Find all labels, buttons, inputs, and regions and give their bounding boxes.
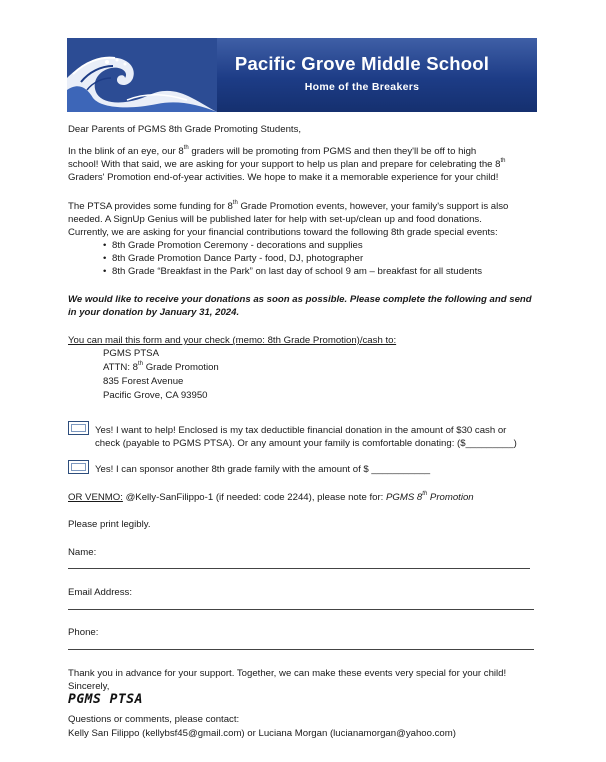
para1-line1-sup: th [183,144,189,151]
name-label: Name: [68,547,97,558]
mail-heading: You can mail this form and your check (memo: 8th Grade Promotion)/cash to: [68,335,397,346]
bullet-icon: • [103,266,107,277]
para2-line2: needed. A SignUp Genius will be published later for help with set-up/clean up and food donations. [68,214,482,225]
venmo-text: @Kelly-SanFilippo-1 (if needed: code 2244), please note for: [122,492,386,503]
banner-title: Pacific Grove Middle School [234,53,490,74]
para1-line2-a: school! With that said, we are asking for your support to help us plan and prepare for celebrating the 8 [68,159,501,170]
greeting: Dear Parents of PGMS 8th Grade Promoting Students, [68,124,302,135]
venmo-note [386,492,474,503]
address-line2-b: Grade Promotion [143,362,219,373]
venmo-note-sup: th [422,490,428,497]
event-bullet-text: 8th Grade Promotion Ceremony - decorations and supplies [112,240,363,251]
contact-info: Kelly San Filippo (kellybsf45@gmail.com) or Luciana Morgan (lucianamorgan@yahoo.com) [68,728,456,739]
print-note: Please print legibly. [68,519,151,530]
para1-line2-sup: th [500,157,506,164]
venmo-label: OR VENMO: [68,492,123,503]
deadline-line2: in your donation by January 31, 2024. [68,307,240,318]
contact-label: Questions or comments, please contact: [68,714,240,725]
phone-label: Phone: [68,627,99,638]
signature: PGMS PTSA [68,692,143,707]
para2-line3: Currently, we are asking for your financial contributions toward the following 8th grade special events: [68,227,498,238]
option1-line2: check (payable to PGMS PTSA). Or any amount your family is comfortable donating: ($_________) [95,438,517,449]
address-line4: Pacific Grove, CA 93950 [103,390,208,401]
para2-line1-b: Grade Promotion events, however, your family's support is also [237,201,509,212]
para2-line1-a: The PTSA provides some funding for 8 [68,201,233,212]
donation-checkbox[interactable] [68,421,89,435]
address-line2-sup: th [138,360,144,367]
bullet-icon: • [103,240,107,251]
para1-line1-b: graders will be promoting from PGMS and then they'll be off to high [188,146,477,157]
address-line3: 835 Forest Avenue [103,376,184,387]
venmo-note-a: PGMS 8 [385,492,423,503]
venmo-line [68,491,474,504]
address-line2-a: ATTN: 8 [103,362,139,373]
school-banner [67,38,537,112]
event-bullet-text: 8th Grade Promotion Dance Party - food, DJ, photographer [112,253,364,264]
para2-line1 [68,200,508,213]
para1-line1-a: In the blink of an eye, our 8 [68,146,184,157]
address-line2 [103,361,219,374]
event-bullet-item [103,265,482,278]
para1-line1 [68,145,476,158]
sincerely: Sincerely, [68,681,110,692]
option2-text: Yes! I can sponsor another 8th grade family with the amount of $ ___________ [95,464,431,475]
thanks-line: Thank you in advance for your support. Together, we can make these events very special for your child! [68,668,507,679]
banner-subtitle: Home of the Breakers [304,81,420,93]
deadline-line1: We would like to receive your donations as soon as possible. Please complete the following and send [68,294,532,305]
bullet-icon: • [103,253,107,264]
email-field-line[interactable] [68,609,534,610]
para2-line1-sup: th [232,199,238,206]
sponsor-checkbox[interactable] [68,460,89,474]
wave-logo-icon [67,38,217,112]
para1-line3: Graders' Promotion end-of-year activities. We hope to make it a memorable experience for your child! [68,172,499,183]
event-bullet-text: 8th Grade “Breakfast in the Park” on last day of school 9 am – breakfast for all students [112,266,483,277]
event-bullet-item [103,252,363,265]
event-bullet-item [103,239,363,252]
name-field-line[interactable] [68,568,530,569]
venmo-note-b: Promotion [427,492,474,503]
phone-field-line[interactable] [68,649,534,650]
email-label: Email Address: [68,587,132,598]
option1-line1: Yes! I want to help! Enclosed is my tax deductible financial donation in the amount of $30 cash or [95,425,507,436]
para1-line2 [68,158,506,171]
address-line1: PGMS PTSA [103,348,159,359]
